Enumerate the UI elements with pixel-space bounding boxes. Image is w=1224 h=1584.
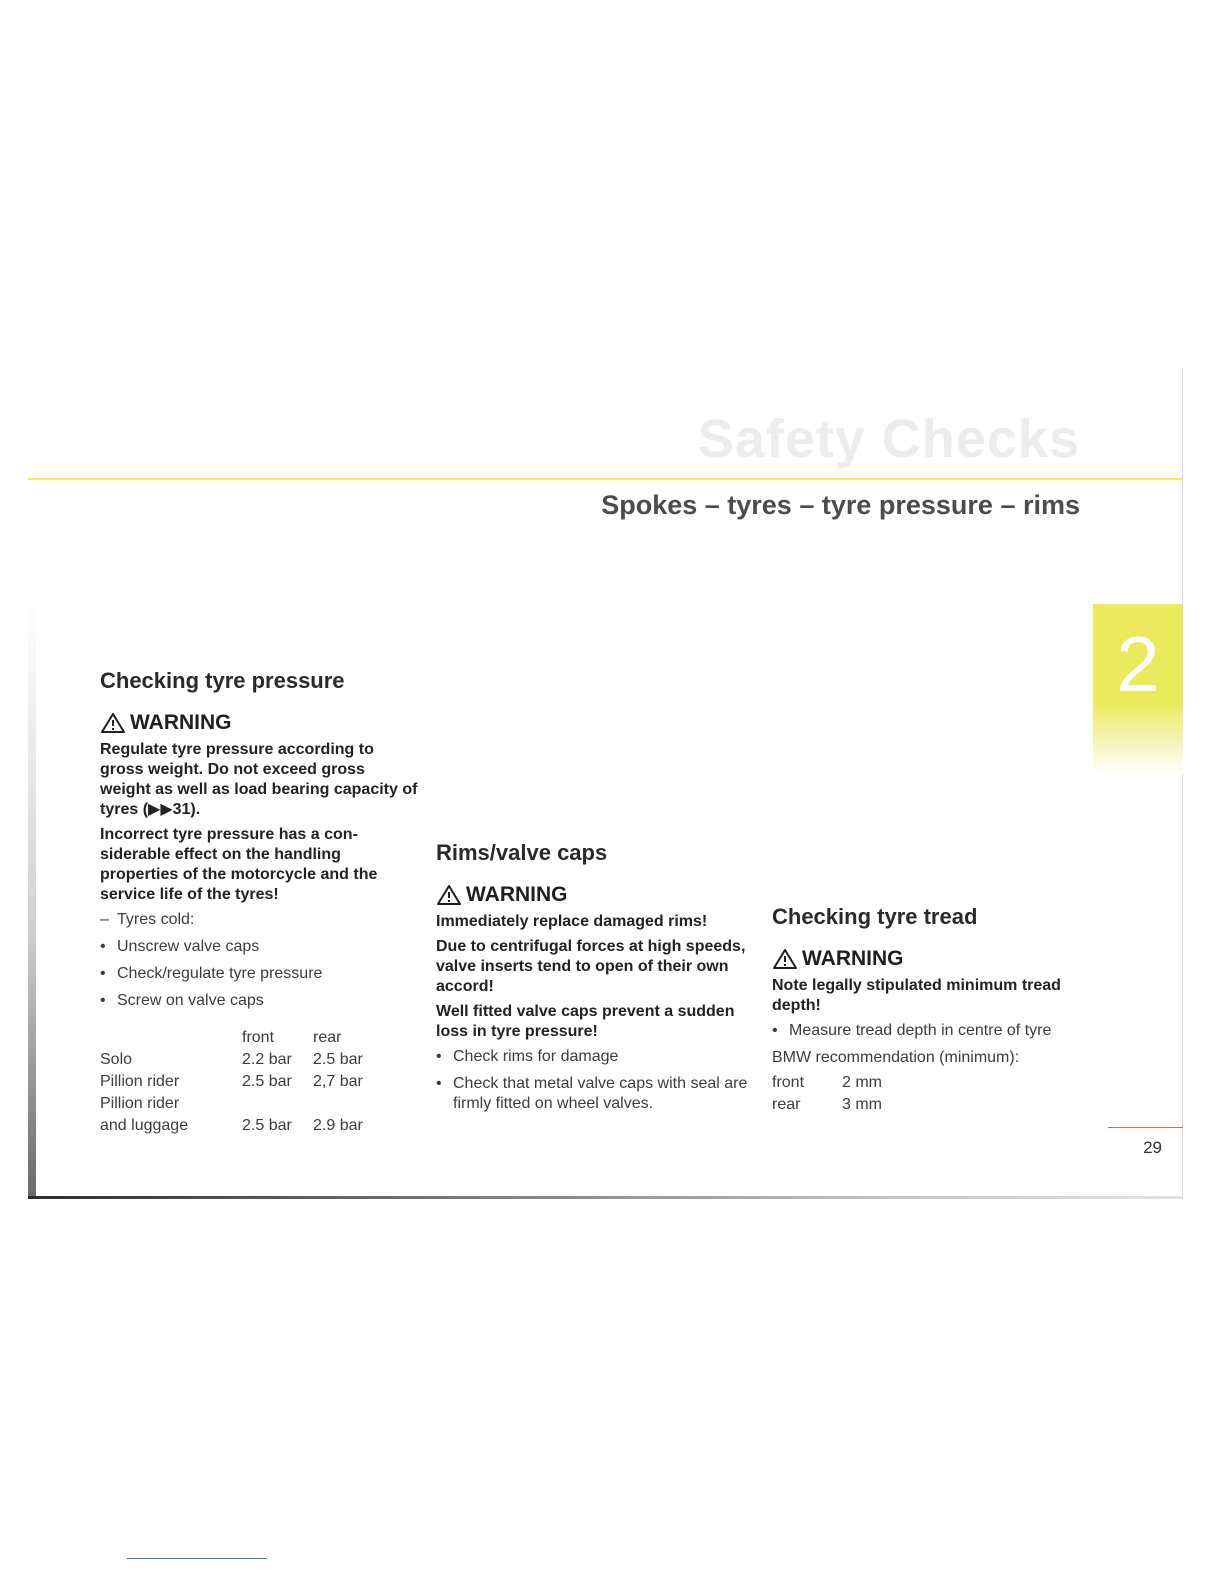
list-item-text: Check/regulate tyre pressure bbox=[117, 965, 323, 982]
column-header-rear: rear bbox=[313, 1029, 342, 1046]
chapter-tab bbox=[1093, 604, 1183, 774]
dash-marker: – bbox=[100, 911, 109, 928]
rear-pressure: 2.5 bar bbox=[313, 1051, 363, 1068]
row-label-line2: and luggage bbox=[100, 1117, 189, 1134]
tread-row bbox=[772, 1072, 1072, 1094]
bullet-marker: • bbox=[100, 965, 106, 982]
warning-header bbox=[772, 946, 1072, 972]
warning-label: WARNING bbox=[130, 711, 232, 734]
list-item-text: Unscrew valve caps bbox=[117, 938, 260, 955]
table-row bbox=[100, 1049, 400, 1071]
bullet-marker: • bbox=[436, 1075, 442, 1092]
warning-label: WARNING bbox=[802, 947, 904, 970]
page-number: 29 bbox=[1143, 1138, 1162, 1157]
warning-triangle-icon bbox=[436, 884, 462, 906]
front-pressure: 2.5 bar bbox=[242, 1117, 292, 1134]
tyre-pressure-table bbox=[100, 1027, 400, 1137]
header-rule bbox=[28, 478, 1183, 480]
list-item bbox=[772, 1021, 1072, 1041]
section-heading: Checking tyre pressure bbox=[100, 668, 345, 693]
warning-text: Immediately replace damaged rims! bbox=[436, 913, 708, 930]
page-bottom-edge bbox=[28, 1196, 1183, 1199]
row-label: Pillion rider bbox=[100, 1073, 180, 1090]
warning-triangle-icon bbox=[100, 712, 126, 734]
tread-label: front bbox=[772, 1074, 805, 1091]
page-right-edge bbox=[1182, 368, 1183, 1198]
list-item-text: Screw on valve caps bbox=[117, 992, 264, 1009]
recommendation-text: BMW recommendation (minimum): bbox=[772, 1049, 1020, 1066]
warning-text: Note legally stipulated minimum tread depth! bbox=[772, 977, 1061, 1014]
rear-pressure: 2,7 bar bbox=[313, 1073, 363, 1090]
table-row bbox=[100, 1071, 400, 1093]
bullet-marker: • bbox=[100, 992, 106, 1009]
warning-triangle-icon bbox=[772, 948, 798, 970]
front-pressure: 2.2 bar bbox=[242, 1051, 292, 1068]
front-pressure: 2.5 bar bbox=[242, 1073, 292, 1090]
warning-text: Well fitted valve caps prevent a sudden loss in tyre pressure! bbox=[436, 1003, 735, 1040]
list-item bbox=[100, 964, 420, 984]
list-item bbox=[436, 1047, 756, 1067]
tread-value: 3 mm bbox=[842, 1096, 882, 1113]
row-label: Solo bbox=[100, 1051, 133, 1068]
list-item bbox=[100, 937, 420, 957]
list-item bbox=[100, 910, 420, 930]
bullet-marker: • bbox=[100, 938, 106, 955]
section-title: Spokes – tyres – tyre pressure – rims bbox=[601, 490, 1080, 520]
chapter-title: Safety Checks bbox=[697, 409, 1080, 469]
section-rims-valve-caps bbox=[436, 838, 756, 1121]
section-tyre-tread bbox=[772, 902, 1072, 1116]
bullet-marker: • bbox=[436, 1048, 442, 1065]
section-heading: Checking tyre tread bbox=[772, 904, 978, 929]
rear-pressure: 2.9 bar bbox=[313, 1117, 363, 1134]
row-label: Pillion rider bbox=[100, 1095, 180, 1112]
warning-text: Regulate tyre pressure according to gross weight. Do not exceed gross weight as well as load bearing capacity of tyres (▶▶31). bbox=[100, 741, 418, 818]
list-item-text: Measure tread depth in centre of tyre bbox=[789, 1022, 1052, 1039]
list-item bbox=[100, 991, 420, 1011]
section-heading: Rims/valve caps bbox=[436, 840, 608, 865]
tread-row bbox=[772, 1094, 1072, 1116]
list-item-text: Check that metal valve caps with seal are firmly fitted on wheel valves. bbox=[453, 1075, 748, 1112]
link-underline bbox=[127, 1558, 267, 1559]
list-item-text: Tyres cold: bbox=[117, 911, 195, 928]
section-tyre-pressure bbox=[100, 666, 420, 1018]
table-row bbox=[100, 1093, 400, 1137]
warning-text: Incorrect tyre pressure has a considerable effect on the handling properties of the motorcycle and the service life of the tyres! bbox=[100, 826, 378, 903]
page-binding-shadow bbox=[28, 600, 36, 1198]
warning-text: Due to centrifugal forces at high speeds, valve inserts tend to open of their own accord! bbox=[436, 938, 746, 995]
warning-label: WARNING bbox=[466, 883, 568, 906]
warning-header bbox=[436, 882, 756, 908]
warning-header bbox=[100, 710, 420, 736]
tread-value: 2 mm bbox=[842, 1074, 882, 1091]
chapter-number: 2 bbox=[1116, 620, 1160, 708]
footer-rule bbox=[1108, 1127, 1183, 1128]
column-header-front: front bbox=[242, 1029, 275, 1046]
list-item-text: Check rims for damage bbox=[453, 1048, 619, 1065]
list-item bbox=[436, 1074, 756, 1114]
table-header-row bbox=[100, 1027, 400, 1049]
bullet-marker: • bbox=[772, 1022, 778, 1039]
tread-label: rear bbox=[772, 1096, 801, 1113]
